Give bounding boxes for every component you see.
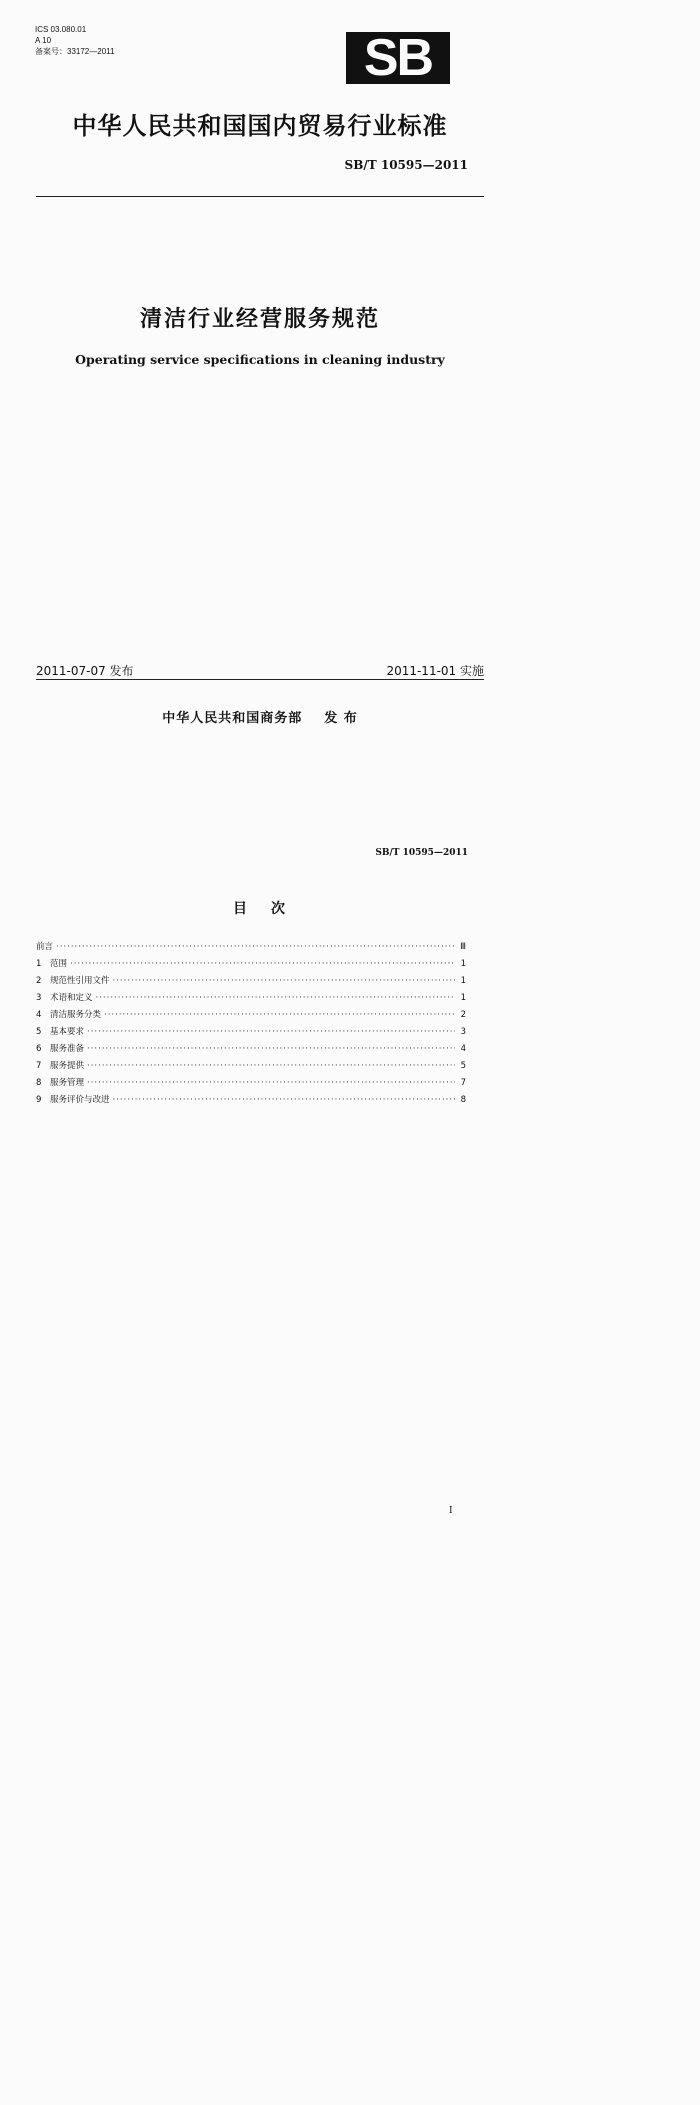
page-number: I bbox=[449, 1506, 453, 1516]
toc-title-right: 次 bbox=[271, 901, 287, 917]
toc-entry-number: 1 bbox=[36, 959, 42, 969]
publisher-action: 发 布 bbox=[324, 711, 358, 726]
publisher-line bbox=[0, 707, 520, 726]
toc-entry-9[interactable] bbox=[36, 1093, 466, 1110]
toc-entry-5[interactable] bbox=[36, 1025, 466, 1042]
classification-block bbox=[35, 24, 114, 57]
toc-title-left: 目 bbox=[233, 901, 249, 917]
toc-entry-page: 3 bbox=[460, 1027, 466, 1037]
document-title-en: Operating service specifications in cleaning industry bbox=[75, 352, 445, 367]
toc-leader-dots bbox=[87, 1061, 455, 1071]
implementation-date: 2011-11-01 实施 bbox=[386, 664, 484, 678]
toc-entry-number: 7 bbox=[36, 1061, 42, 1071]
toc-entry-label: 服务提供 bbox=[50, 1061, 85, 1071]
toc-entry-2[interactable] bbox=[36, 974, 466, 991]
toc-entry-number: 5 bbox=[36, 1027, 42, 1037]
toc-entry-number: 2 bbox=[36, 976, 42, 986]
toc-entry-number: 3 bbox=[36, 993, 42, 1003]
toc-entry-label: 规范性引用文件 bbox=[50, 976, 110, 986]
table-of-contents bbox=[36, 940, 466, 1110]
toc-entry-3[interactable] bbox=[36, 991, 466, 1008]
date-divider bbox=[36, 679, 484, 680]
toc-entry-number: 9 bbox=[36, 1095, 42, 1105]
toc-leader-dots bbox=[87, 1078, 455, 1088]
release-date: 2011-07-07 发布 bbox=[36, 664, 134, 678]
toc-entry-6[interactable] bbox=[36, 1042, 466, 1059]
toc-entry-4[interactable] bbox=[36, 1008, 466, 1025]
toc-entry-page: 1 bbox=[460, 959, 466, 969]
toc-entry-8[interactable] bbox=[36, 1076, 466, 1093]
toc-leader-dots bbox=[56, 942, 455, 952]
toc-leader-dots bbox=[104, 1010, 455, 1020]
toc-entry-page: Ⅲ bbox=[460, 942, 466, 952]
ccs-code: A 10 bbox=[35, 36, 52, 45]
toc-entry-page: 8 bbox=[460, 1095, 466, 1105]
toc-entry-number: 8 bbox=[36, 1078, 42, 1088]
toc-entry-label: 服务评价与改进 bbox=[50, 1095, 110, 1105]
toc-entry-label: 术语和定义 bbox=[50, 993, 93, 1003]
toc-leader-dots bbox=[113, 976, 455, 986]
toc-entry-label: 服务准备 bbox=[50, 1044, 85, 1054]
toc-entry-label: 范围 bbox=[50, 959, 68, 969]
ics-code: ICS 03.080.01 bbox=[35, 25, 87, 34]
toc-entry-page: 5 bbox=[460, 1061, 466, 1071]
record-number: 备案号：33172—2011 bbox=[35, 47, 115, 56]
toc-leader-dots bbox=[96, 993, 455, 1003]
toc-entry-page: 7 bbox=[460, 1078, 466, 1088]
publisher-org: 中华人民共和国商务部 bbox=[162, 711, 303, 726]
toc-leader-dots bbox=[87, 1044, 455, 1054]
toc-entry-number: 4 bbox=[36, 1010, 42, 1020]
toc-title bbox=[0, 898, 520, 918]
toc-entry-label: 前言 bbox=[36, 942, 54, 952]
toc-entry-1[interactable] bbox=[36, 957, 466, 974]
toc-entry-page: 4 bbox=[460, 1044, 466, 1054]
toc-entry-label: 服务管理 bbox=[50, 1078, 85, 1088]
standard-number: SB/T 10595—2011 bbox=[344, 158, 468, 172]
page2-standard-number: SB/T 10595—2011 bbox=[375, 848, 468, 858]
toc-entry-foreword[interactable] bbox=[36, 940, 466, 957]
document-title-cn: 清洁行业经营服务规范 bbox=[139, 307, 380, 332]
toc-leader-dots bbox=[87, 1027, 455, 1037]
sb-logo: SB bbox=[346, 32, 450, 84]
toc-entry-number: 6 bbox=[36, 1044, 42, 1054]
toc-leader-dots bbox=[70, 959, 455, 969]
toc-entry-7[interactable] bbox=[36, 1059, 466, 1076]
header-divider bbox=[36, 196, 484, 197]
toc-entry-page: 1 bbox=[460, 993, 466, 1003]
toc-entry-label: 基本要求 bbox=[50, 1027, 85, 1037]
toc-leader-dots bbox=[113, 1095, 455, 1105]
toc-entry-page: 2 bbox=[460, 1010, 466, 1020]
toc-entry-page: 1 bbox=[460, 976, 466, 986]
toc-entry-label: 清洁服务分类 bbox=[50, 1010, 102, 1020]
issuing-standard-title: 中华人民共和国国内贸易行业标准 bbox=[72, 112, 448, 140]
